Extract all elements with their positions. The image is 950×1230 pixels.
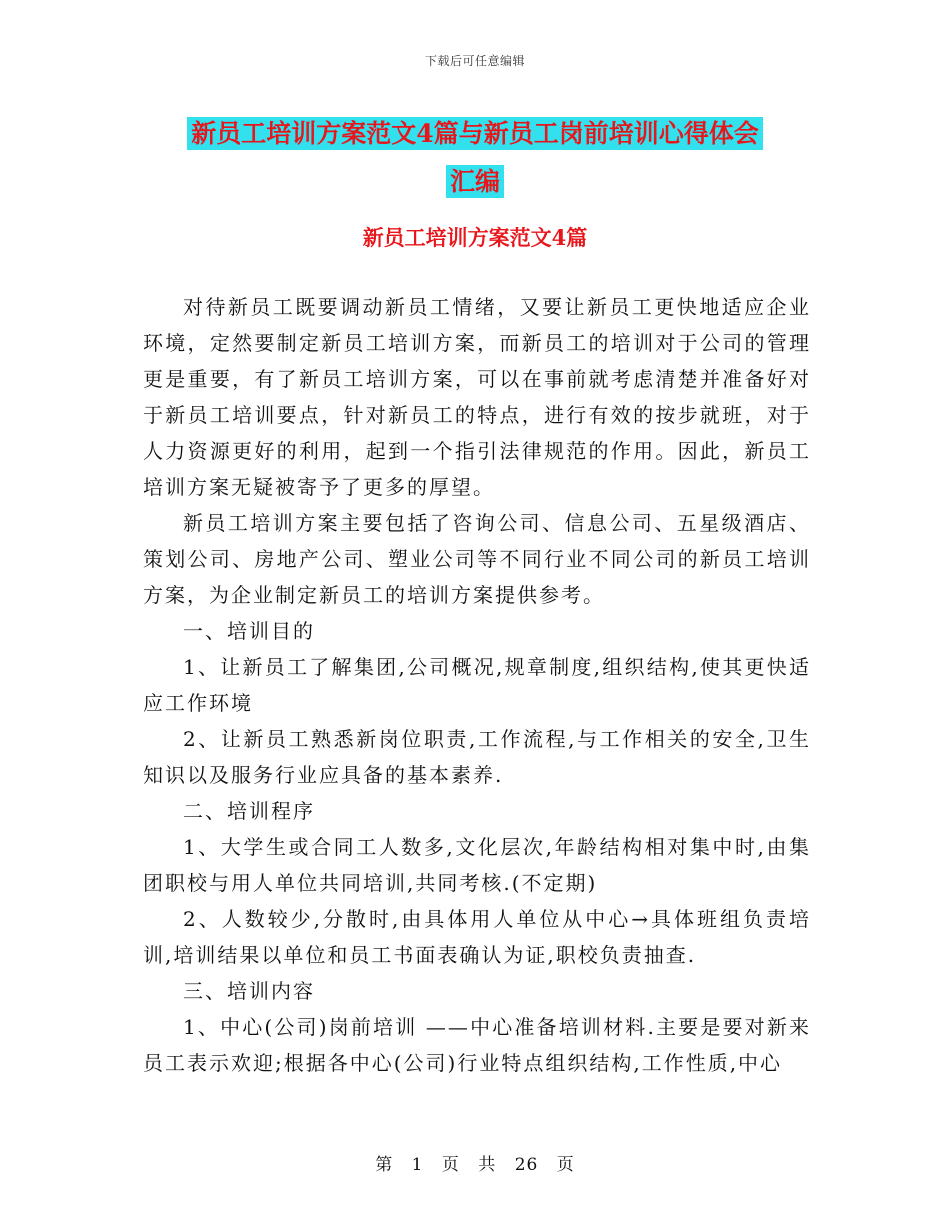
content-item-1: 1、中心(公司)岗前培训 ——中心准备培训材料.主要是要对新来员工表示欢迎;根据各中心(公司)行业特点组织结构,工作性质,中心 — [143, 1015, 811, 1075]
heading-training-purpose: 一、培训目的 — [183, 619, 315, 643]
procedure-item-1: 1、大学生或合同工人数多,文化层次,年龄结构相对集中时,由集团职校与用人单位共同培训,共同考核.(不定期) — [143, 835, 811, 895]
footer-total-pages: 26 — [514, 1155, 539, 1175]
procedure-item-2: 2、人数较少,分散时,由具体用人单位从中心→具体班组负责培训,培训结果以单位和员工书面表确认为证,职校负责抽查. — [143, 907, 811, 967]
footer-suffix: 页 — [556, 1155, 575, 1175]
purpose-item-2: 2、让新员工熟悉新岗位职责,工作流程,与工作相关的安全,卫生知识以及服务行业应具备的基本素养. — [143, 727, 811, 787]
header-note: 下载后可任意编辑 — [424, 54, 525, 68]
page-footer — [0, 1150, 950, 1175]
document-title-line-1: 新员工培训方案范文4篇与新员工岗前培训心得体会 — [187, 117, 762, 150]
heading-training-content: 三、培训内容 — [183, 979, 315, 1003]
heading-training-procedure: 二、培训程序 — [183, 799, 315, 823]
purpose-item-1: 1、让新员工了解集团,公司概况,规章制度,组织结构,使其更快适应工作环境 — [143, 655, 811, 715]
footer-prefix: 第 — [375, 1155, 394, 1175]
document-title-line-2: 汇编 — [446, 165, 504, 198]
document-body — [143, 289, 811, 1081]
footer-middle-2: 共 — [478, 1155, 497, 1175]
intro-paragraph-2: 新员工培训方案主要包括了咨询公司、信息公司、五星级酒店、策划公司、房地产公司、塑业公司等不同行业不同公司的新员工培训方案，为企业制定新员工的培训方案提供参考。 — [143, 511, 811, 607]
footer-middle-1: 页 — [441, 1155, 460, 1175]
document-title — [0, 110, 950, 206]
intro-paragraph-1: 对待新员工既要调动新员工情绪，又要让新员工更快地适应企业环境，定然要制定新员工培训方案，而新员工的培训对于公司的管理更是重要，有了新员工培训方案，可以在事前就考虑清楚并准备好对于新员工培训要点，针对新员工的特点，进行有效的按步就班，对于人力资源更好的利用，起到一个指引法律规范的作用。因此，新员工培训方案无疑被寄予了更多的厚望。 — [143, 295, 811, 499]
section-title: 新员工培训方案范文4篇 — [362, 225, 588, 250]
footer-current-page: 1 — [411, 1155, 424, 1175]
